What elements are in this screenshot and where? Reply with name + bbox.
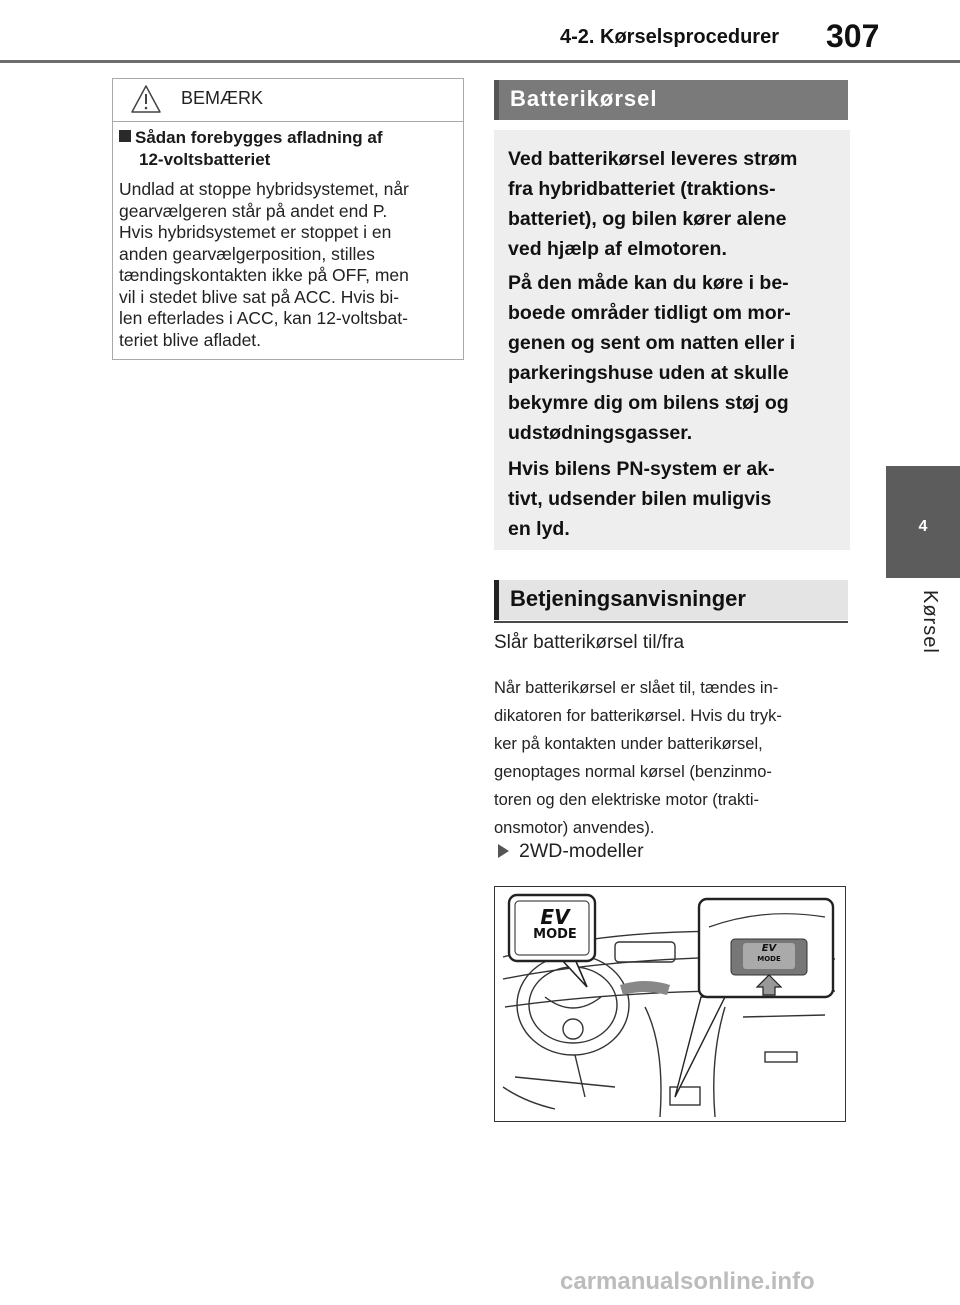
note-line: len efterlades i ACC, kan 12-voltsbat- — [119, 308, 408, 328]
summary-paragraph — [508, 268, 838, 448]
warning-triangle-icon — [129, 83, 163, 115]
note-subheading-line1: Sådan forebygges afladning af — [135, 128, 383, 147]
body-line: onsmotor) anvendes). — [494, 819, 655, 837]
chapter-name: Kørsel — [919, 590, 941, 654]
heading-rule — [494, 621, 848, 623]
body-line: dikatoren for batterikørsel. Hvis du tryk- — [494, 707, 782, 725]
summary-line: Ved batterikørsel leveres strøm — [508, 148, 798, 170]
header-rule — [0, 60, 960, 63]
note-line: anden gearvælgerposition, stilles — [119, 243, 375, 264]
note-line: tændingskontakten ikke på OFF, men — [119, 265, 409, 285]
note-label: BEMÆRK — [181, 88, 264, 108]
note-line: teriet blive afladet. — [119, 329, 262, 350]
heading-marker — [494, 580, 499, 620]
body-line: Når batterikørsel er slået til, tændes in- — [494, 679, 779, 697]
instruction-lead: Slår batterikørsel til/fra — [494, 632, 685, 653]
body-line: ker på kontakten under batterikørsel, — [494, 735, 763, 753]
note-line: gearvælgeren står på andet end P. — [119, 200, 388, 221]
heading-marker — [494, 80, 499, 120]
ev-mode-button-large — [523, 907, 587, 943]
summary-panel — [494, 130, 850, 550]
mode-label: MODE — [533, 927, 577, 942]
summary-line: ved hjælp af elmotoren. — [508, 238, 727, 260]
body-line: toren og den elektriske motor (trakti- — [494, 791, 760, 809]
summary-line: udstødningsgasser. — [508, 422, 693, 444]
note-line: Hvis hybridsystemet er stoppet i en — [119, 222, 392, 242]
summary-line: en lyd. — [508, 518, 570, 540]
summary-line: bekymre dig om bilens støj og — [508, 392, 789, 414]
summary-paragraph — [508, 454, 838, 544]
summary-line: Hvis bilens PN-system er ak- — [508, 458, 775, 480]
section-heading-battery — [494, 80, 848, 120]
mode-label: MODE — [757, 955, 781, 963]
callout-right — [675, 899, 833, 1097]
summary-paragraph — [508, 144, 838, 264]
note-line: vil i stedet blive sat på ACC. Hvis bi- — [119, 286, 400, 307]
heading-title: Betjeningsanvisninger — [510, 586, 746, 611]
heading-title: Batterikørsel — [510, 86, 658, 111]
model-label: 2WD-modeller — [519, 840, 644, 862]
summary-line: genen og sent om natten eller i — [508, 332, 796, 354]
summary-line: fra hybridbatteriet (traktions- — [508, 178, 776, 200]
arrow-bullet-icon — [498, 844, 509, 858]
page-number: 307 — [826, 18, 880, 54]
ev-label: EV — [540, 905, 570, 929]
summary-line: tivt, udsender bilen muligvis — [508, 488, 772, 510]
summary-line: batteriet), og bilen kører alene — [508, 208, 787, 230]
chapter-tab[interactable] — [886, 466, 960, 578]
note-header — [113, 79, 463, 122]
summary-line: boede områder tidligt om mor- — [508, 302, 791, 324]
section-heading-instructions — [494, 580, 848, 620]
chapter-number: 4 — [918, 518, 928, 535]
watermark: carmanualsonline.info — [560, 1268, 815, 1295]
note-subheading — [119, 127, 455, 171]
summary-line: parkeringshuse uden at skulle — [508, 362, 789, 384]
square-bullet-icon — [119, 130, 131, 142]
body-line: genoptages normal kørsel (benzinmo- — [494, 763, 772, 781]
ev-label: EV — [761, 943, 777, 954]
note-line: Undlad at stoppe hybridsystemet, når — [119, 179, 409, 199]
instruction-body — [494, 674, 850, 842]
summary-line: På den måde kan du køre i be- — [508, 272, 789, 294]
note-body — [119, 179, 459, 351]
section-title: 4-2. Kørselsprocedurer — [560, 26, 779, 48]
note-box — [112, 78, 464, 360]
dashboard-illustration — [494, 886, 846, 1122]
model-bullet — [498, 840, 644, 863]
note-subheading-line2: 12-voltsbatteriet — [139, 150, 271, 169]
ev-mode-button-small — [743, 943, 795, 964]
